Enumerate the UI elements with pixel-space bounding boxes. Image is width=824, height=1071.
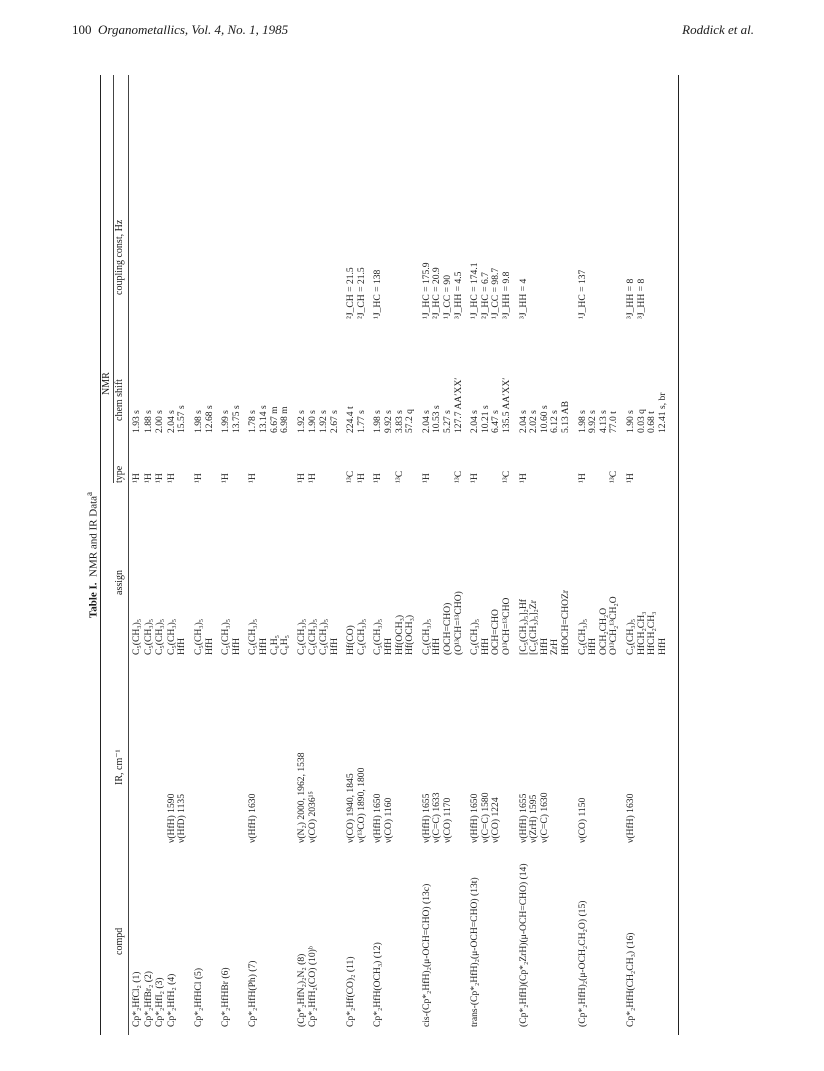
coupling-constant-cell: [422, 262, 464, 319]
nucleus-type: [443, 471, 454, 483]
assignment: OCH₂CH₂O: [597, 607, 609, 655]
ir-value-cell: [626, 794, 637, 843]
assignment: [C₅(CH₃)₅]₂Hf: [517, 598, 529, 655]
assignment-cell: [144, 619, 155, 655]
running-header-authors: Roddick et al.: [682, 22, 754, 37]
nucleus-type-cell: [144, 473, 155, 483]
assignment-cell: [373, 615, 415, 655]
chemical-shift: 12.68 s: [203, 405, 215, 433]
journal-citation: Organometallics, Vol. 4, No. 1, 1985: [98, 22, 289, 37]
compound: Cp*₂HfH(OCH₃) (12): [372, 942, 384, 1027]
assignment-cell: [221, 619, 242, 655]
table-title: [84, 75, 99, 1035]
chemical-shift: 6.67 m: [268, 406, 280, 433]
assignment: HfH: [176, 637, 188, 655]
nucleus-type-cell: [308, 473, 319, 483]
assignment: HfH: [479, 637, 491, 655]
compound-cell: [144, 971, 155, 1027]
nucleus-type: ¹H: [625, 473, 636, 483]
assignment: HfCH₂CH₃: [646, 611, 658, 655]
coupling-constant: ²J_CH = 21.5: [345, 267, 357, 319]
col-type: type: [114, 465, 125, 483]
chemical-shift: 224.4 t: [345, 406, 357, 433]
assignment: C₅(CH₃)₅: [576, 618, 588, 655]
assignment: C₅(CH₃)₅: [142, 618, 154, 655]
compound: Cp*₂Hf(CO)₂ (11): [345, 956, 357, 1027]
compound-cell: [194, 968, 205, 1027]
nucleus-type: [384, 471, 395, 483]
chemical-shift-cell: [346, 406, 367, 433]
nucleus-type-cell: [578, 471, 620, 483]
chemical-shift-cell: [578, 410, 620, 433]
assignment: C₅(CH₃)₅: [165, 618, 177, 655]
col-compd: compd: [114, 927, 125, 955]
assignment: HfOCH=CHOZr: [559, 589, 571, 655]
assignment: HfH: [328, 637, 340, 655]
nucleus-type: ¹H: [517, 473, 529, 483]
chemical-shift: 2.04 s: [517, 410, 529, 433]
chemical-shift: 1.77 s: [355, 410, 367, 433]
assignment-cell: [578, 596, 620, 655]
chemical-shift: 9.92 s: [382, 410, 394, 433]
compound: Cp*₂HfI₂ (3): [154, 977, 166, 1027]
assignment: C₅(CH₃)₅: [317, 618, 329, 655]
chemical-shift: 2.00 s: [154, 410, 166, 433]
assignment: OCH=CHO: [490, 609, 502, 655]
compound: Cp*₂HfHBr (6): [220, 967, 232, 1027]
nucleus-type: ¹H: [154, 473, 166, 483]
assignment: C₅(CH₃)₅: [307, 618, 319, 655]
assignment-cell: [308, 619, 340, 655]
coupling-constant: ²J_HC = 20.9: [431, 267, 443, 319]
assignment: C₅(CH₃)₅: [420, 618, 432, 655]
assignment: HfH: [203, 637, 215, 655]
chemical-shift: 13.14 s: [257, 405, 269, 433]
ir-value: ν(HfH) 1630: [247, 793, 259, 843]
ir-value-cell: [519, 792, 551, 843]
assignment: C₆H₅: [279, 634, 291, 655]
assignment: Hf(OCH₃): [404, 614, 416, 655]
assignment: HfH: [431, 637, 443, 655]
ir-value-cell: [248, 794, 259, 843]
nucleus-type: [588, 471, 599, 483]
ir-value: ν(HfH) 1655: [517, 793, 529, 843]
chemical-shift: 6.12 s: [549, 410, 561, 433]
nucleus-type-cell: [519, 473, 530, 483]
assignment-cell: [422, 591, 464, 655]
assignment-cell: [248, 619, 290, 655]
page-number: 100: [72, 22, 92, 37]
chemical-shift-cell: [194, 405, 215, 433]
assignment: ZrH: [549, 639, 561, 655]
assignment: C₅(CH₃)₅: [372, 618, 384, 655]
nucleus-type-cell: [132, 473, 143, 483]
coupling-constant: ²J_CH = 21.5: [355, 267, 367, 319]
coupling-constant-cell: [578, 270, 589, 319]
assignment: [C₅(CH₃)₅]₂Zr: [528, 600, 540, 655]
coupling-constant-cell: [470, 262, 512, 319]
assignment: C₅(CH₃)₅: [154, 618, 166, 655]
coupling-constant: ¹J_HC = 175.9: [420, 262, 432, 319]
ir-value: ν(N₂) 2000, 1962, 1538: [295, 752, 307, 843]
nucleus-type-cell: [346, 471, 367, 483]
chemical-shift: 10.60 s: [538, 405, 550, 433]
chemical-shift: 1.78 s: [247, 410, 259, 433]
compound-cell: [422, 884, 433, 1027]
nucleus-type: ¹H: [247, 473, 259, 483]
coupling-constant: ²J_HC = 6.7: [479, 272, 491, 319]
chemical-shift: 0.03 q: [635, 409, 647, 433]
chemical-shift: 2.04 s: [420, 410, 432, 433]
chemical-shift: 13.75 s: [230, 405, 242, 433]
assignment: C₅(CH₃)₅: [469, 618, 481, 655]
chemical-shift: 1.98 s: [193, 410, 204, 433]
nucleus-type: ¹H: [131, 473, 142, 483]
nucleus-type: ¹H: [142, 473, 154, 483]
nucleus-type-cell: [155, 473, 166, 483]
ir-value: ν(C=C) 1580: [479, 792, 491, 843]
ir-value: ν(CO) 1150: [576, 797, 588, 843]
chemical-shift-cell: [422, 378, 464, 433]
compound: Cp*₂HfBr₂ (2): [142, 971, 154, 1027]
ir-value-cell: [297, 752, 308, 843]
assignment: Hf(OCH₃): [393, 614, 405, 655]
assignment-cell: [155, 619, 166, 655]
chemical-shift: 1.90 s: [625, 410, 636, 433]
ir-value-cell: [422, 792, 454, 843]
coupling-constant: ³J_HH = 4: [517, 278, 529, 319]
ir-value: ν(C=C) 1630: [538, 792, 550, 843]
nucleus-type: ¹³C: [452, 470, 464, 483]
chemical-shift: 4.13 s: [597, 410, 609, 433]
ir-value: ν(HfH) 1590: [165, 793, 177, 843]
chemical-shift: 3.83 s: [393, 410, 405, 433]
nucleus-type: ¹³C: [500, 470, 512, 483]
nucleus-type: ¹H: [355, 473, 367, 483]
col-ir: IR, cm⁻¹: [114, 749, 125, 785]
chemical-shift: 1.98 s: [576, 410, 588, 433]
nucleus-type: ¹³C: [393, 470, 405, 483]
nucleus-type: ¹H: [469, 473, 481, 483]
ir-value-cell: [470, 792, 502, 843]
chemical-shift: 135.5 AA′XX′: [500, 377, 512, 433]
assignment-cell: [626, 612, 668, 655]
coupling-constant-cell: [626, 279, 647, 319]
ir-value: ν(CO) 1224: [490, 797, 502, 843]
nucleus-type: ¹H: [420, 473, 432, 483]
nucleus-type-cell: [248, 473, 259, 483]
coupling-constant: ³J_HH = 9.8: [500, 271, 512, 319]
assignment: C₅(CH₃)₅: [247, 618, 259, 655]
col-coupling: coupling const, Hz: [114, 219, 125, 295]
chemical-shift: 1.98 s: [372, 410, 384, 433]
ir-value: ν(CO) 2036¹⁵: [307, 791, 319, 843]
compound-cell: [308, 946, 319, 1027]
compound-cell: [167, 974, 178, 1027]
compound: trans-(Cp*₂HfH)₂(μ-OCH=CHO) (13t): [469, 877, 481, 1027]
nucleus-type: ¹³C: [608, 470, 620, 483]
compound-cell: [373, 942, 384, 1027]
ir-value: ν(HfH) 1630: [625, 793, 636, 843]
compound: Cp*₂HfH₂ (4): [165, 973, 177, 1027]
chemical-shift: 0.68 t: [646, 411, 658, 433]
coupling-constant: ¹J_HC = 137: [576, 269, 588, 319]
assignment-cell: [346, 619, 367, 655]
chemical-shift-cell: [373, 409, 415, 433]
compound-cell: [519, 863, 530, 1027]
chemical-shift: 1.93 s: [131, 410, 142, 433]
ir-value-cell: [578, 798, 589, 843]
chemical-shift: 2.04 s: [469, 410, 481, 433]
coupling-constant: ¹J_HC = 138: [372, 269, 384, 319]
assignment: HfH: [230, 637, 242, 655]
chemical-shift-cell: [167, 405, 188, 433]
chemical-shift: 15.57 s: [176, 405, 188, 433]
assignment: C₅(CH₃)₅: [295, 618, 307, 655]
assignment: C₅(CH₃)₅: [355, 618, 367, 655]
chemical-shift: 57.2 q: [404, 409, 416, 433]
nucleus-type: ¹H: [307, 473, 319, 483]
chemical-shift: 1.92 s: [317, 410, 329, 433]
assignment: HfH: [538, 637, 550, 655]
chemical-shift: 1.90 s: [307, 410, 319, 433]
ir-value-cell: [346, 768, 367, 843]
compound: Cp*₂HfH(CH₂CH₃) (16): [625, 932, 636, 1027]
nucleus-type-cell: [194, 473, 205, 483]
chemical-shift: 77.0 t: [608, 411, 620, 433]
nucleus-type-cell: [297, 473, 308, 483]
assignment: O¹³CH₂¹³CH₂O: [608, 596, 620, 655]
ir-value: ν(CO) 1170: [441, 797, 453, 843]
ir-value: ν(HfH) 1650: [469, 793, 481, 843]
chemical-shift-cell: [519, 401, 572, 433]
ir-value-cell: [308, 791, 319, 843]
assignment-cell: [167, 619, 188, 655]
ir-value: ν(ZrH) 1595: [528, 794, 540, 843]
chemical-shift-cell: [470, 378, 512, 433]
chemical-shift-cell: [221, 405, 242, 433]
chemical-shift: 9.92 s: [587, 410, 599, 433]
compound: (Cp*₂HfN₂)₂N₂ (8): [295, 953, 307, 1027]
col-chem-shift: chem shift: [114, 379, 125, 421]
assignment: C₅(CH₃)₅: [193, 618, 204, 655]
ir-value: ν(HfH) 1655: [420, 793, 432, 843]
ir-value: ν(HfH) 1650: [372, 793, 384, 843]
nucleus-type: ¹H: [193, 473, 204, 483]
nucleus-type-cell: [221, 473, 232, 483]
chemical-shift-cell: [248, 405, 290, 433]
chemical-shift-cell: [132, 410, 143, 433]
ir-value: ν(CO) 1940, 1845: [345, 773, 357, 843]
compound: Cp*₂HfCl₂ (1): [131, 971, 142, 1027]
chemical-shift-cell: [308, 410, 340, 433]
nucleus-type: [432, 471, 443, 483]
chemical-shift: 127.7 AA′XX′: [452, 377, 464, 433]
chemical-shift-cell: [144, 410, 155, 433]
assignment-cell: [132, 619, 143, 655]
chemical-shift: 12.41 s, br: [656, 392, 668, 433]
header-rule: [128, 75, 129, 1035]
assignment: (OCH=CHO): [441, 602, 453, 655]
nucleus-type: ¹H: [576, 473, 588, 483]
ir-value: ν(HfD) 1135: [176, 793, 188, 843]
chemical-shift: 6.47 s: [490, 410, 502, 433]
coupling-constant: ³J_HH = 8: [625, 278, 636, 319]
compound: cis-(Cp*₂HfH)₂(μ-OCH=CHO) (13c): [420, 883, 432, 1027]
coupling-constant-cell: [519, 279, 530, 319]
compound-cell: [248, 961, 259, 1028]
chemical-shift: 1.99 s: [220, 410, 232, 433]
compound: Cp*₂HfH(Ph) (7): [247, 960, 259, 1027]
compound: Cp*₂HfH₂(CO) (10)ᵇ: [307, 946, 319, 1027]
assignment: Hf(CO): [345, 625, 357, 655]
compound-cell: [132, 972, 143, 1027]
ir-value-cell: [167, 794, 188, 843]
chemical-shift: 2.04 s: [165, 410, 177, 433]
compound-cell: [297, 954, 308, 1027]
nucleus-type: ¹H: [372, 473, 384, 483]
chemical-shift: 1.88 s: [142, 410, 154, 433]
assignment: HfH: [257, 637, 269, 655]
coupling-constant: ¹J_CC = 90: [441, 274, 453, 319]
nucleus-type-cell: [470, 471, 512, 483]
assignment-cell: [297, 619, 308, 655]
nmr-group-header: NMR: [101, 372, 112, 395]
nucleus-type-cell: [422, 471, 464, 483]
assignment: C₅(CH₃)₅: [220, 618, 232, 655]
assignment: C₅(CH₃)₅: [625, 618, 636, 655]
assignment: (O¹³CH=¹³CHO): [452, 591, 464, 655]
chemical-shift: 10.21 s: [479, 405, 491, 433]
nucleus-type: ¹³C: [345, 470, 357, 483]
compound: Cp*₂HfHCl (5): [193, 967, 204, 1027]
chemical-shift-cell: [297, 410, 308, 433]
assignment-cell: [470, 598, 512, 655]
assignment-cell: [519, 590, 572, 655]
assignment-cell: [194, 619, 215, 655]
ir-value: ν(CO) 1160: [382, 797, 394, 843]
assignment: C₅(CH₃)₅: [131, 618, 142, 655]
top-rule: [100, 75, 101, 1035]
assignment: HfH: [382, 637, 394, 655]
assignment: HfH: [656, 637, 668, 655]
ir-value: ν(C=C) 1633: [431, 792, 443, 843]
chemical-shift: 1.92 s: [295, 410, 307, 433]
chemical-shift: 2.02 s: [528, 410, 540, 433]
chemical-shift: 5.27 s: [441, 410, 453, 433]
nucleus-type-cell: [373, 471, 405, 483]
compound-cell: [578, 901, 589, 1027]
coupling-constant-cell: [346, 267, 367, 319]
chemical-shift: 10.53 s: [431, 405, 443, 433]
compound: (Cp*₂HfH)₂(μ-OCH₂CH₂O) (15): [576, 900, 588, 1027]
compound-cell: [626, 932, 637, 1027]
coupling-constant-cell: [373, 270, 384, 319]
bottom-rule: [678, 75, 679, 1035]
chemical-shift-cell: [155, 410, 166, 433]
assignment: HfH: [587, 637, 599, 655]
coupling-constant: ³J_HH = 8: [635, 278, 647, 319]
nucleus-type-cell: [167, 473, 178, 483]
assignment: C₆H₅: [268, 634, 280, 655]
nucleus-type: ¹H: [295, 473, 307, 483]
compound-cell: [155, 977, 166, 1027]
table-footnote-mark: a: [84, 491, 94, 496]
nucleus-type: [481, 471, 492, 483]
ir-value-cell: [373, 794, 394, 843]
nucleus-type: ¹H: [165, 473, 177, 483]
compound-cell: [221, 967, 232, 1027]
coupling-constant: ¹J_HC = 174.1: [469, 262, 481, 319]
running-header-left: [72, 22, 288, 38]
col-assign: assign: [114, 570, 125, 595]
chemical-shift-cell: [626, 392, 668, 433]
table-caption: NMR and IR Data: [87, 495, 100, 577]
compound-cell: [470, 877, 481, 1027]
chemical-shift: 6.98 m: [279, 406, 291, 433]
chemical-shift: 2.67 s: [328, 410, 340, 433]
assignment: HfCH₂CH₃: [635, 611, 647, 655]
nucleus-type-cell: [626, 473, 637, 483]
rotated-table: [82, 75, 742, 1035]
coupling-constant: ³J_HH = 4.5: [452, 271, 464, 319]
nucleus-type: ¹H: [220, 473, 232, 483]
assignment: O¹³CH=¹³CHO: [500, 597, 512, 655]
compound-cell: [346, 956, 357, 1027]
table-label: Table I.: [87, 582, 100, 619]
chemical-shift: 5.13 AB: [559, 401, 571, 433]
coupling-constant: ¹J_CC = 98.7: [490, 267, 502, 319]
compound: (Cp*₂HfH)(Cp*₂ZrH)(μ-OCH=CHO) (14): [517, 863, 529, 1027]
ir-value: ν(¹³CO) 1890, 1800: [355, 767, 367, 843]
